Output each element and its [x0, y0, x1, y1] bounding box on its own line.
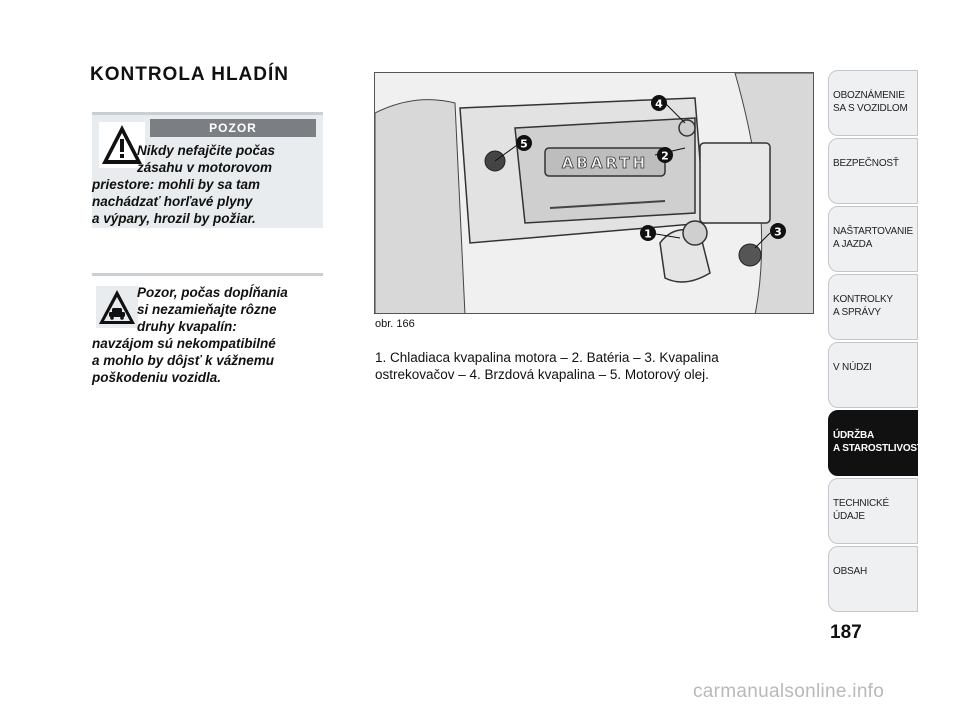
svg-text:3: 3 [774, 225, 782, 239]
svg-text:2: 2 [661, 149, 669, 163]
tab-oboznamenie[interactable]: OBOZNÁMENIE SA S VOZIDLOM [828, 70, 918, 136]
chapter-sidebar [828, 70, 923, 614]
engine-bay-illustration [374, 72, 814, 314]
svg-text:4: 4 [655, 97, 663, 111]
page-number: 187 [830, 622, 862, 643]
watermark: carmanualsonline.info [693, 681, 885, 702]
tab-obsah[interactable]: OBSAH [828, 546, 918, 612]
callout-1 [640, 225, 656, 241]
tab-udrzba[interactable]: ÚDRŽBA A STAROSTLIVOSŤ [828, 410, 918, 476]
figure-label: obr. 166 [375, 318, 415, 330]
engine-drawing [375, 73, 814, 314]
tab-bezpecnost[interactable]: BEZPEČNOSŤ [828, 138, 918, 204]
warning-box [92, 112, 323, 228]
callout-3 [770, 223, 786, 239]
warning-text: Nikdy nefajčite počas zásahu v motorovom priestore: mohli by sa tam nachádzať horľavé plyny a výpary, hrozil by požiar. [92, 143, 276, 226]
engine-badge: ABARTH [561, 154, 649, 172]
caution-box [92, 273, 323, 383]
tab-technicke-udaje[interactable]: TECHNICKÉ ÚDAJE [828, 478, 918, 544]
tab-kontrolky[interactable]: KONTROLKY A SPRÁVY [828, 274, 918, 340]
figure-caption: 1. Chladiaca kvapalina motora – 2. Batéria – 3. Kvapalina ostrekovačov – 4. Brzdová kvapalina – 5. Motorový olej. [375, 350, 719, 382]
caution-text: Pozor, počas dopĺňania si nezamieňajte rôzne druhy kvapalín: navzájom sú nekompatibilné a mohlo by dôjsť k vážnemu poškodeniu vozidla. [92, 285, 288, 385]
callout-5 [516, 135, 532, 151]
warning-label: POZOR [150, 119, 316, 137]
callout-4 [651, 95, 667, 111]
callout-2 [657, 147, 673, 163]
tab-v-nudzi[interactable]: V NÚDZI [828, 342, 918, 408]
svg-text:1: 1 [644, 227, 652, 241]
page-title: KONTROLA HLADÍN [90, 64, 289, 85]
tab-nastartovanie[interactable]: NAŠTARTOVANIE A JAZDA [828, 206, 918, 272]
svg-text:5: 5 [520, 137, 528, 151]
